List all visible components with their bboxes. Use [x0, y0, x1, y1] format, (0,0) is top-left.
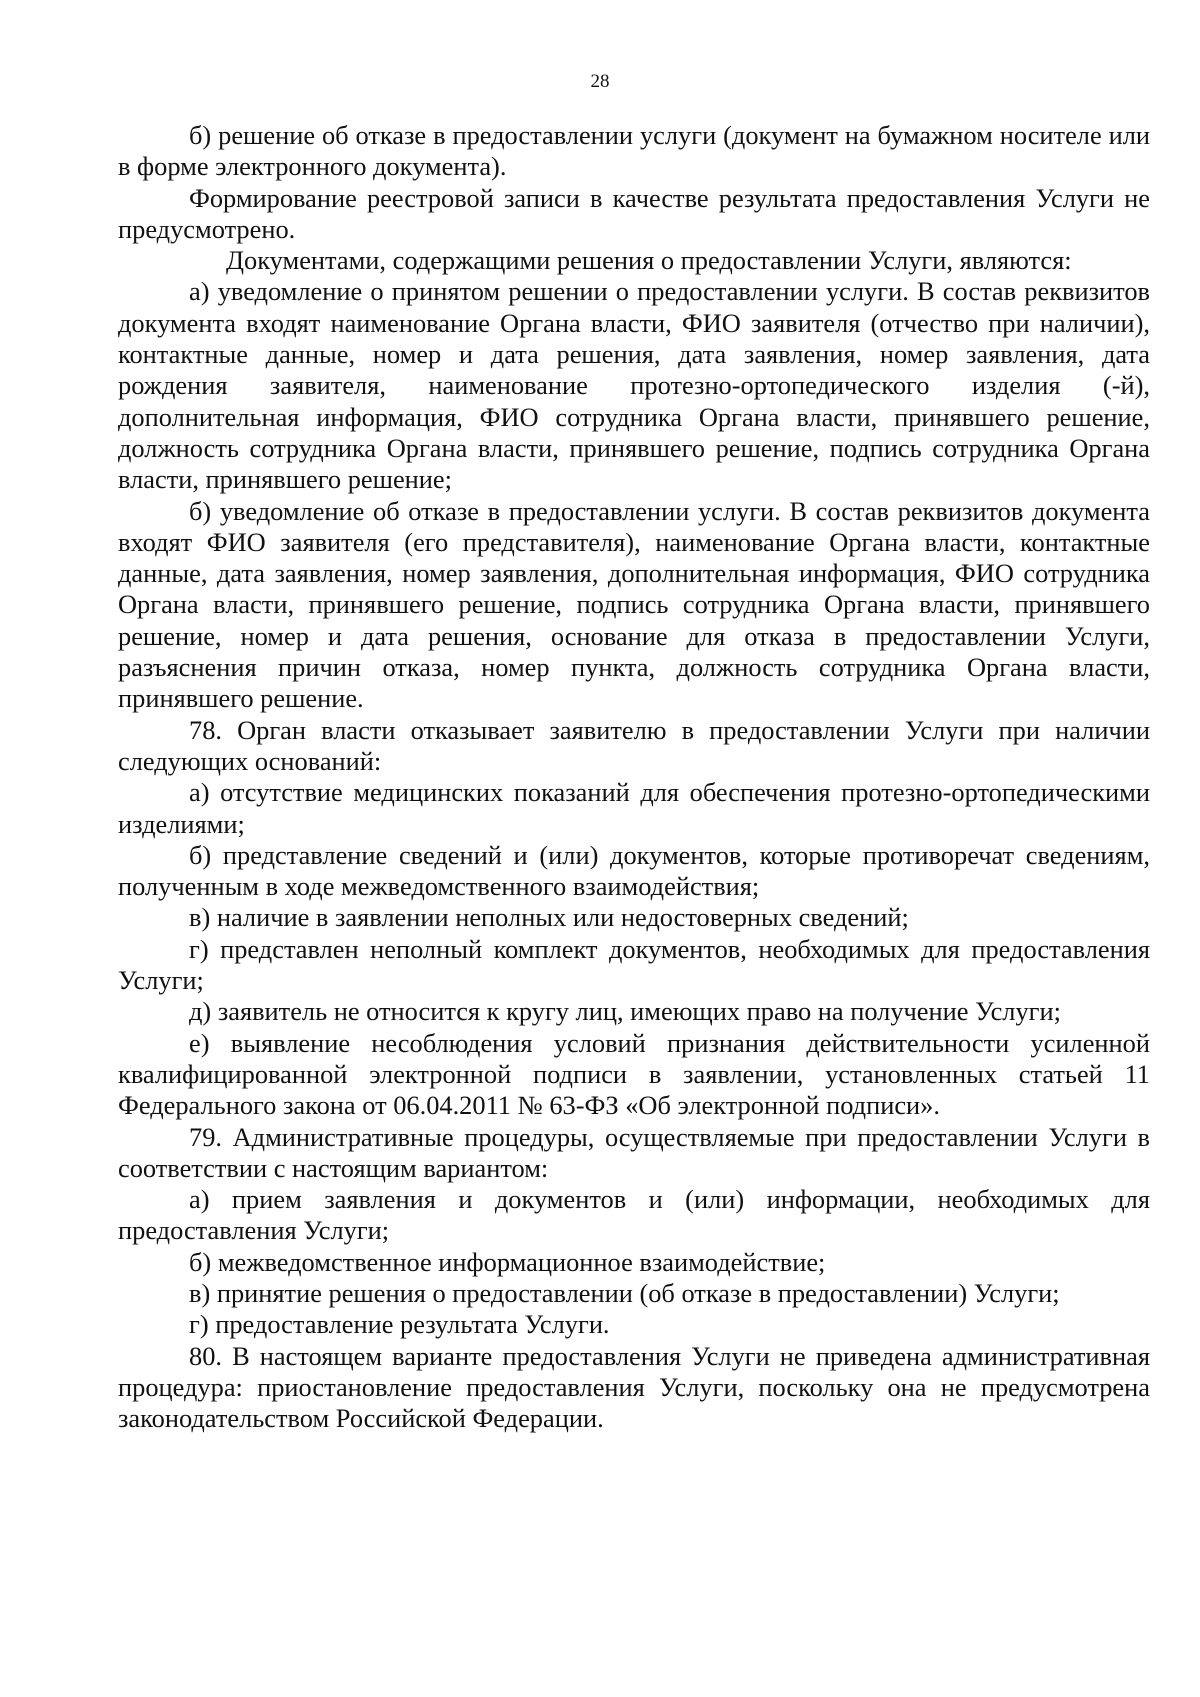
paragraph-registry-record: Формирование реестровой записи в качестве результата предоставления Услуги не предусмотрено. — [118, 182, 1150, 244]
document-body — [118, 120, 1150, 1434]
paragraph-notice-refused: б) уведомление об отказе в предоставлении услуги. В состав реквизитов документа входят ФИО заявителя (его представителя), наименование Органа власти, контактные данные, дата заявления, номер заявления, дополнительная информация, ФИО сотрудника Органа власти, принявшего решение, подпись сотрудника Органа власти, принявшего решение, номер и дата решения, основание для отказа в предоставлении Услуги, разъяснения причин отказа, номер пункта, должность сотрудника Органа власти, принявшего решение. — [118, 495, 1150, 714]
paragraph-clause-79-b: б) межведомственное информационное взаимодействие; — [189, 1246, 826, 1277]
paragraph-clause-78-e: е) выявление несоблюдения условий признания действительности усиленной квалифицированной электронной подписи в заявлении, установленных статьей 11 Федерального закона от 06.04.2011 № 63-ФЗ «Об электронной подписи». — [118, 1027, 1150, 1121]
paragraph-clause-78-b: б) представление сведений и (или) документов, которые противоречат сведениям, полученным в ходе межведомственного взаимодействия; — [118, 839, 1150, 902]
paragraph-clause-79-v: в) принятие решения о предоставлении (об отказе в предоставлении) Услуги; — [189, 1277, 1060, 1308]
paragraph-clause-79: 79. Административные процедуры, осуществляемые при предоставлении Услуги в соответствии с настоящим вариантом: — [118, 1121, 1150, 1183]
paragraph-clause-79-a: а) прием заявления и документов и (или) информации, необходимых для предоставления Услуги; — [118, 1184, 1150, 1246]
paragraph-decision-documents: Документами, содержащими решения о предоставлении Услуги, являются: — [226, 245, 1072, 276]
paragraph-clause-79-g: г) предоставление результата Услуги. — [189, 1309, 610, 1340]
paragraph-clause-78-g: г) представлен неполный комплект документов, необходимых для предоставления Услуги; — [118, 933, 1150, 996]
page-number: 28 — [590, 71, 610, 92]
paragraph-clause-78-d: д) заявитель не относится к кругу лиц, имеющих право на получение Услуги; — [189, 996, 1061, 1027]
paragraph-clause-78-a: а) отсутствие медицинских показаний для обеспечения протезно-ортопедическими изделиями; — [118, 777, 1150, 839]
paragraph-clause-78: 78. Орган власти отказывает заявителю в предоставлении Услуги при наличии следующих оснований: — [118, 714, 1150, 776]
paragraph-result-refusal: б) решение об отказе в предоставлении услуги (документ на бумажном носителе или в форме электронного документа). — [118, 120, 1150, 182]
paragraph-clause-80: 80. В настоящем варианте предоставления Услуги не приведена административная процедура: приостановление предоставления Услуги, поскольку она не предусмотрена законодательством Российской Федерации. — [118, 1340, 1150, 1434]
paragraph-notice-granted: а) уведомление о принятом решении о предоставлении услуги. В состав реквизитов документа входят наименование Органа власти, ФИО заявителя (отчество при наличии), контактные данные, номер и дата решения, дата заявления, номер заявления, дата рождения заявителя, наименование протезно-ортопедического изделия (-й), дополнительная информация, ФИО сотрудника Органа власти, принявшего решение, должность сотрудника Органа власти, принявшего решение, подпись сотрудника Органа власти, принявшего решение; — [118, 276, 1150, 495]
paragraph-clause-78-v: в) наличие в заявлении неполных или недостоверных сведений; — [189, 902, 909, 933]
